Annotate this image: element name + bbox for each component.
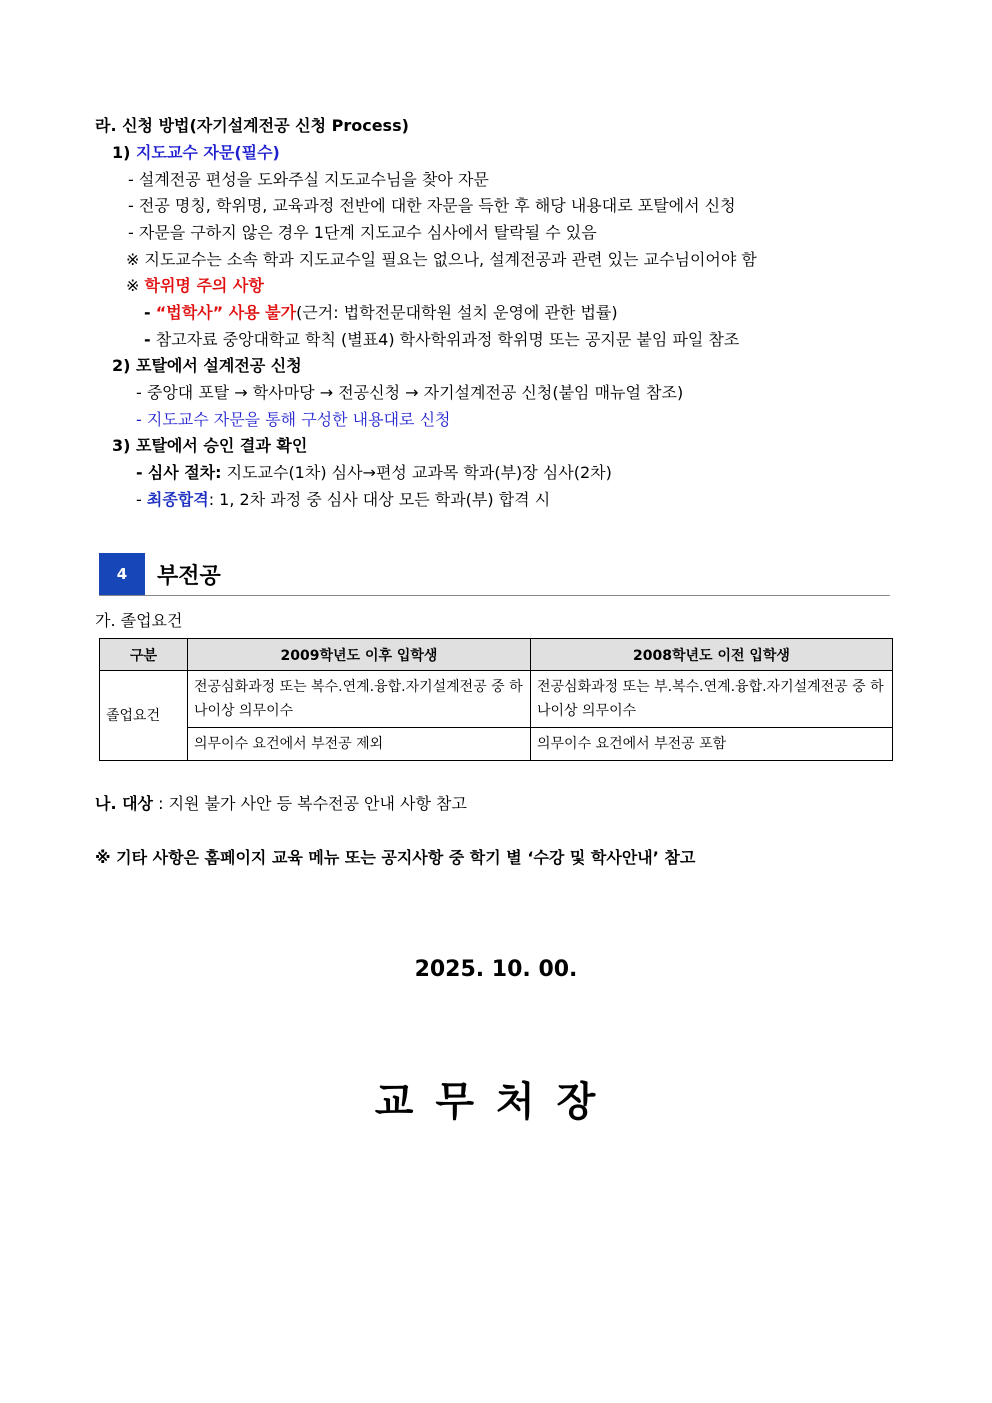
reference-text: 참고자료 중앙대학교 학칙 (별표4) 학사학위과정 학위명 또는 공지문 붙임 파일 참조: [155, 330, 740, 349]
section-heading: 라. 신청 방법(자기설계전공 신청 Process): [95, 116, 409, 135]
list-item: [144, 330, 739, 350]
subsection-heading: 가. 졸업요건: [95, 611, 183, 630]
dash: -: [136, 490, 147, 509]
list-item: [136, 463, 612, 483]
label: 나. 대상: [95, 794, 154, 813]
list-item: - 전공 명칭, 학위명, 교육과정 전반에 대한 자문을 득한 후 해당 내용대로 포탈에서 신청: [128, 196, 736, 215]
table-cell: 전공심화과정 또는 부.복수.연계.융합.자기설계전공 중 하나이상 의무이수: [531, 671, 893, 728]
step-number: 1): [112, 143, 131, 162]
table-row: [100, 728, 893, 761]
table-row: [100, 671, 893, 728]
list-item: [136, 490, 550, 510]
document-date: 2025. 10. 00.: [414, 957, 578, 982]
note: ※ 지도교수는 소속 학과 지도교수일 필요는 없으나, 설계전공과 관련 있는 교수님이어야 함: [126, 250, 757, 269]
etc-note: ※ 기타 사항은 홈페이지 교육 메뉴 또는 공지사항 중 학기 별 ‘수강 및 학사안내’ 참고: [95, 848, 696, 867]
note-degree-caution: [126, 276, 264, 296]
step2-heading: 2) 포탈에서 설계전공 신청: [112, 356, 302, 375]
warning-text: “법학사” 사용 불가: [155, 303, 297, 322]
column-header: 2009학년도 이후 입학생: [188, 639, 531, 671]
issuer-signature: 교무처장: [374, 1079, 618, 1125]
step3-heading: 3) 포탈에서 승인 결과 확인: [112, 436, 308, 455]
note-mark: ※: [126, 276, 140, 295]
list-item: - 지도교수 자문을 통해 구성한 내용대로 신청: [136, 410, 451, 429]
step-title: 지도교수 자문(필수): [136, 143, 280, 162]
section-title: 부전공: [157, 564, 221, 589]
text: : 지원 불가 사안 등 복수전공 안내 사항 참고: [153, 794, 467, 813]
label: 최종합격: [146, 490, 209, 509]
step1-heading: [112, 143, 280, 163]
reason-text: (근거: 법학전문대학원 설치 운영에 관한 법률): [296, 303, 618, 322]
list-item: - 설계전공 편성을 도와주실 지도교수님을 찾아 자문: [128, 170, 489, 189]
table-cell: 의무이수 요건에서 부전공 제외: [188, 728, 531, 761]
dash: -: [136, 463, 143, 482]
target-line: [95, 794, 467, 814]
section-number: 4: [99, 553, 145, 595]
dash: -: [144, 303, 151, 322]
text: 지도교수(1차) 심사→편성 교과목 학과(부)장 심사(2차): [221, 463, 612, 482]
column-header: 구분: [100, 639, 188, 671]
table-cell: 의무이수 요건에서 부전공 포함: [531, 728, 893, 761]
label: 심사 절차:: [147, 463, 222, 482]
table-header-row: [100, 639, 893, 671]
list-item: [144, 303, 618, 323]
table-cell: 전공심화과정 또는 복수.연계.융합.자기설계전공 중 하나이상 의무이수: [188, 671, 531, 728]
section-header: [99, 553, 890, 596]
list-item: - 자문을 구하지 않은 경우 1단계 지도교수 심사에서 탈락될 수 있음: [128, 223, 597, 242]
graduation-requirements-table: [99, 638, 893, 761]
note-title: 학위명 주의 사항: [144, 276, 264, 295]
row-label: 졸업요건: [100, 671, 188, 761]
text: : 1, 2차 과정 중 심사 대상 모든 학과(부) 합격 시: [208, 490, 551, 509]
column-header: 2008학년도 이전 입학생: [531, 639, 893, 671]
dash: -: [144, 330, 151, 349]
list-item: - 중앙대 포탈 → 학사마당 → 전공신청 → 자기설계전공 신청(붙임 매뉴얼 참조): [136, 383, 684, 402]
